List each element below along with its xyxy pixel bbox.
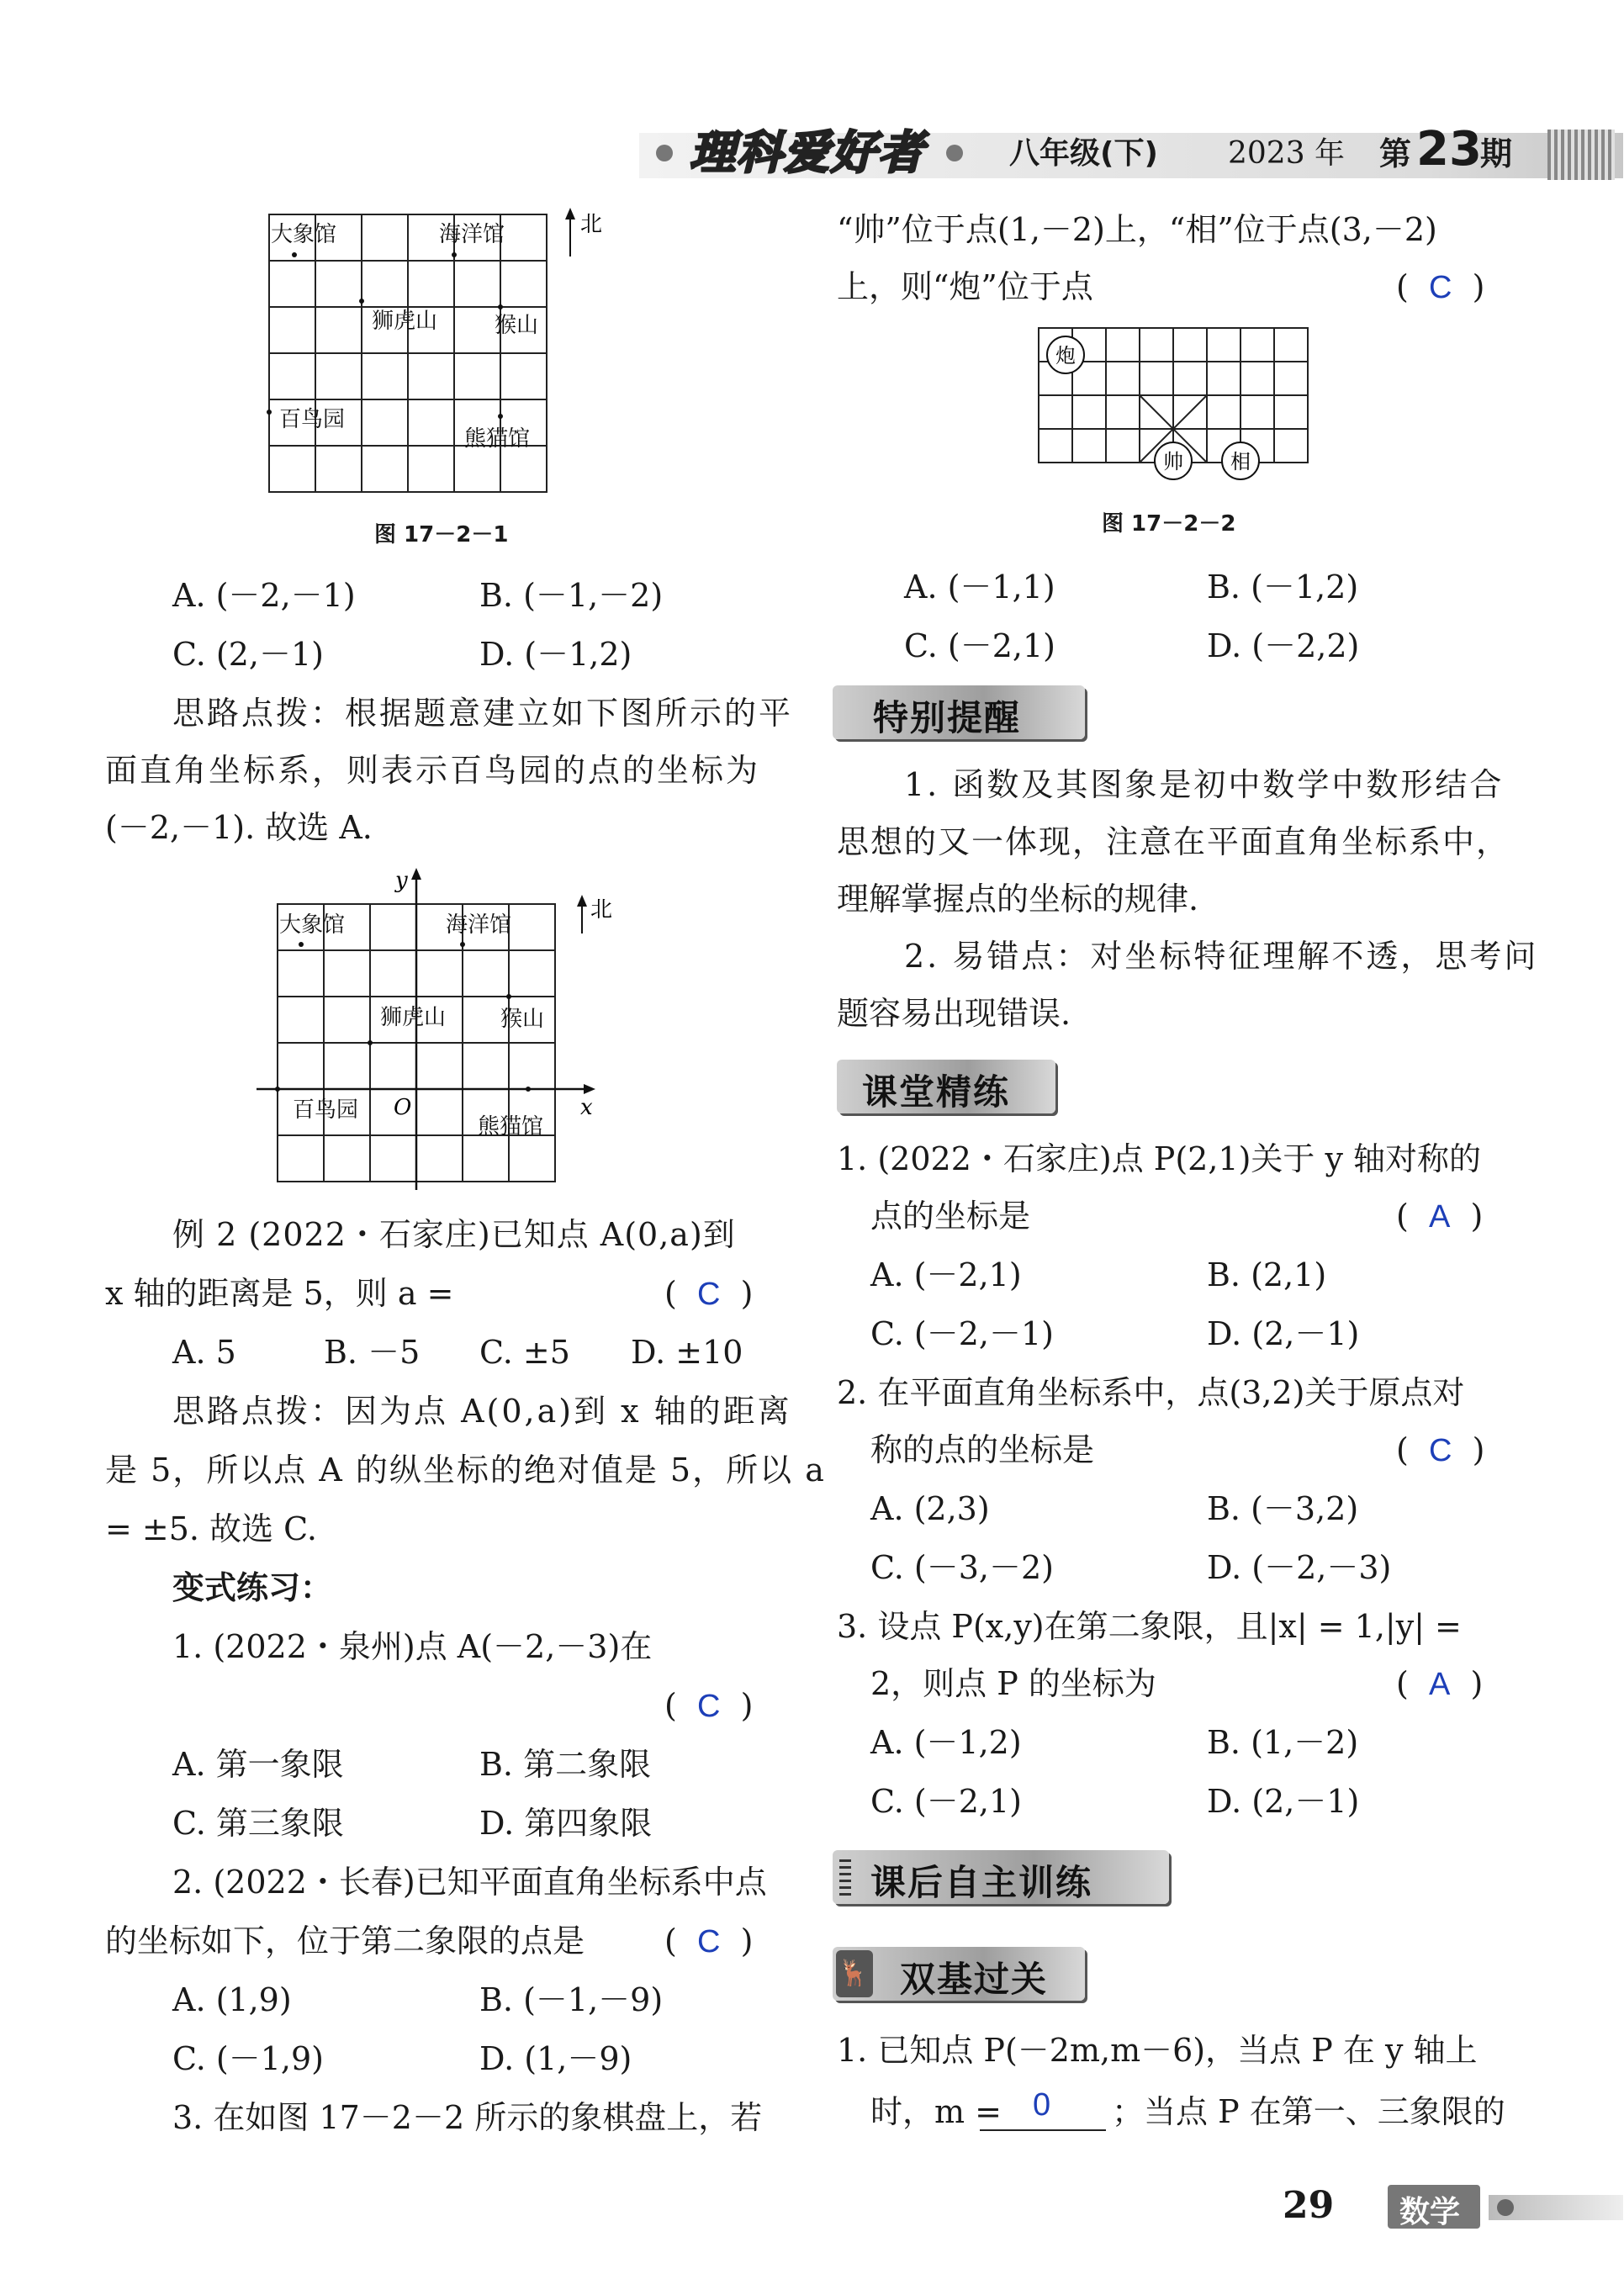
p3-option-a: A. (－1,2) [870,1724,1022,1761]
v1-option-d: D. 第四象限 [479,1805,653,1842]
example2-line1: 例 2 (2022・石家庄)已知点 A(0,a)到 [172,1216,736,1253]
piece-cannon [1047,336,1084,373]
point-tiger [359,299,364,304]
label-ocean: 海洋馆 [439,222,505,247]
p2-line1: 2. 在平面直角坐标系中，点(3,2)关于原点对 [837,1374,1465,1411]
fig3-caption: 图 17－2－2 [1102,511,1236,537]
label-monkey: 猴山 [495,313,539,338]
v2-option-c: C. (－1,9) [172,2040,324,2077]
reminder-heading [833,685,1085,739]
basic-title: 双基过关 [900,1959,1049,2000]
label-ocean-2: 海洋馆 [446,912,512,938]
v3-option-d: D. (－2,2) [1207,627,1360,664]
deer-icon: 🦌 [836,1950,873,1997]
p3-answer-paren: ( A ) [1396,1665,1484,1702]
label-bird: 百鸟园 [279,407,346,432]
label-bird-2: 百鸟园 [293,1097,359,1123]
label-elephant: 大象馆 [271,222,337,247]
svg-text:相: 相 [1230,450,1251,473]
label-monkey-2: 猴山 [500,1007,545,1032]
point-panda [498,414,503,419]
example2-hint-line1: 思路点拨：因为点 A(0,a)到 x 轴的距离 [172,1393,792,1430]
issue-prefix: 第 [1379,135,1412,172]
footer-dot-icon [1497,2199,1514,2216]
hint1-line2: 面直角坐标系，则表示百鸟园的点的坐标为 [105,752,761,789]
v2-answer: C [696,1924,721,1959]
v2-line1: 2. (2022・长春)已知平面直角坐标系中点 [172,1864,767,1901]
page-number: 29 [1283,2184,1335,2227]
p3-answer: A [1428,1667,1451,1702]
h1-line2b: ；当点 P 在第一、三象限的 [1112,2093,1505,2130]
after-class-title: 课后自主训练 [870,1862,1093,1903]
hint1-line1: 思路点拨：根据题意建立如下图所示的平 [172,695,794,732]
p2-answer: C [1428,1433,1452,1468]
reminder-line3: 理解掌握点的坐标的规律. [837,881,1199,918]
y-axis-label: y [395,868,408,893]
q-option-c: C. (2,－1) [172,636,324,673]
v3-line3: 上，则“炮”位于点 [837,268,1093,305]
x-axis-label: x [580,1095,593,1120]
piece-marshal [1155,442,1192,479]
q-option-d: D. (－1,2) [479,636,632,673]
example2-hint-line2: 是 5，所以点 A 的纵坐标的绝对值是 5，所以 a [105,1452,826,1489]
grade-label: 八年级(下) [1009,136,1158,171]
chessboard-figure [1030,320,1325,488]
north-label-2: 北 [590,897,613,923]
label-tiger-2: 狮虎山 [380,1005,447,1030]
label-panda: 熊猫馆 [464,426,531,452]
point-ocean [452,252,457,257]
v2-option-a: A. (1,9) [172,1981,292,2018]
p2-option-a: A. (2,3) [870,1490,990,1527]
v3-answer-paren: ( C ) [1396,268,1485,305]
p2-option-d: D. (－2,－3) [1207,1549,1392,1586]
origin-label: O [394,1095,412,1120]
variant-title: 变式练习： [172,1569,333,1606]
practice-title: 课堂精练 [862,1071,1011,1113]
zoo-coordinate-figure [252,866,622,1194]
fig1-caption: 图 17－2－1 [374,522,509,547]
v1-option-c: C. 第三象限 [172,1805,344,1842]
p2-option-b: B. (－3,2) [1207,1490,1359,1527]
q-option-b: B. (－1,－2) [479,577,664,614]
p2-line2: 称的点的坐标是 [870,1431,1095,1468]
label-tiger: 狮虎山 [372,309,438,334]
reminder-line1: 1. 函数及其图象是初中数学中数形结合 [904,766,1505,803]
example2-line2: x 轴的距离是 5，则 a = [105,1275,454,1312]
logo-dot-left-icon [656,145,673,161]
example2-option-a: A. 5 [172,1334,236,1371]
header-stripes [1547,130,1615,180]
v1-answer-paren: ( C ) [664,1687,754,1724]
piece-minister [1222,442,1259,479]
v2-line2: 的坐标如下，位于第二象限的点是 [105,1922,585,1959]
v2-option-b: B. (－1,－9) [479,1981,664,2018]
p1-line2: 点的坐标是 [870,1198,1031,1235]
example2-option-d: D. ±10 [631,1334,743,1371]
point-elephant [292,252,297,257]
ruler-icon [839,1859,851,1896]
subject-badge [1388,2185,1480,2229]
v3-line2: “帅”位于点(1,－2)上，“相”位于点(3,－2) [837,211,1437,248]
v2-answer-paren: ( C ) [664,1922,754,1959]
p3-option-d: D. (2,－1) [1207,1783,1360,1820]
example2-option-b: B. －5 [324,1334,421,1371]
v3-option-c: C. (－2,1) [904,627,1055,664]
year-label: 2023 年 [1228,136,1346,171]
reminder-line5: 题容易出现错误. [837,995,1071,1032]
v1-answer: C [696,1689,721,1724]
north-label: 北 [580,212,603,237]
point-monkey [498,304,503,309]
h1-blank-answer: 0 [1033,2087,1051,2123]
magazine-logo [656,126,976,180]
label-panda-2: 熊猫馆 [478,1114,544,1140]
point-bird [267,410,272,415]
p1-line1: 1. (2022・石家庄)点 P(2,1)关于 y 轴对称的 [837,1140,1482,1177]
reminder-line4: 2. 易错点：对坐标特征理解不透，思考问 [904,938,1539,975]
page-header [639,122,1623,185]
p1-answer: A [1428,1199,1451,1235]
zoo-map-figure [261,206,614,500]
reminder-line2: 思想的又一体现，注意在平面直角坐标系中， [837,823,1510,860]
example2-hint-line3: = ±5. 故选 C. [105,1510,317,1547]
q-option-a: A. (－2,－1) [172,577,356,614]
p1-option-a: A. (－2,1) [870,1256,1022,1293]
v1-text: 1. (2022・泉州)点 A(－2,－3)在 [172,1628,653,1665]
p3-option-b: B. (1,－2) [1207,1724,1359,1761]
v3-line1: 3. 在如图 17－2－2 所示的象棋盘上，若 [172,2099,763,2136]
p2-option-c: C. (－3,－2) [870,1549,1054,1586]
svg-text:炮: 炮 [1055,344,1076,368]
reminder-title: 特别提醒 [873,697,1022,738]
v1-option-a: A. 第一象限 [172,1746,344,1783]
p1-option-d: D. (2,－1) [1207,1315,1360,1352]
logo-dot-right-icon [946,145,963,161]
practice-heading [837,1060,1055,1113]
example2-answer: C [696,1277,721,1312]
p2-answer-paren: ( C ) [1396,1431,1485,1468]
v3-answer: C [1428,270,1452,305]
after-class-heading [833,1850,1169,1904]
basic-heading [833,1947,1085,2001]
subject-label: 数学 [1399,2195,1461,2229]
h1-line2a: 时，m = [870,2093,1002,2130]
v2-option-d: D. (1,－9) [479,2040,632,2077]
p3-option-c: C. (－2,1) [870,1783,1022,1820]
svg-text:帅: 帅 [1163,450,1183,473]
h1-line1: 1. 已知点 P(－2m,m－6)，当点 P 在 y 轴上 [837,2032,1478,2069]
p1-answer-paren: ( A ) [1396,1198,1484,1235]
v3-option-b: B. (－1,2) [1207,568,1359,606]
p1-option-c: C. (－2,－1) [870,1315,1054,1352]
p3-line1: 3. 设点 P(x,y)在第二象限，且|x| = 1,|y| = [837,1608,1462,1645]
v1-option-b: B. 第二象限 [479,1746,652,1783]
p3-line2: 2，则点 P 的坐标为 [870,1665,1156,1702]
example2-option-c: C. ±5 [479,1334,570,1371]
issue-suffix: 期 [1480,135,1513,172]
hint1-line3: (－2,－1). 故选 A. [105,809,373,846]
v3-option-a: A. (－1,1) [904,568,1055,606]
p1-option-b: B. (2,1) [1207,1256,1327,1293]
example2-answer-paren: ( C ) [664,1275,754,1312]
magazine-title: 理科爱好者 [690,126,925,179]
issue-number: 23 [1416,122,1482,177]
label-elephant-2: 大象馆 [279,912,346,938]
